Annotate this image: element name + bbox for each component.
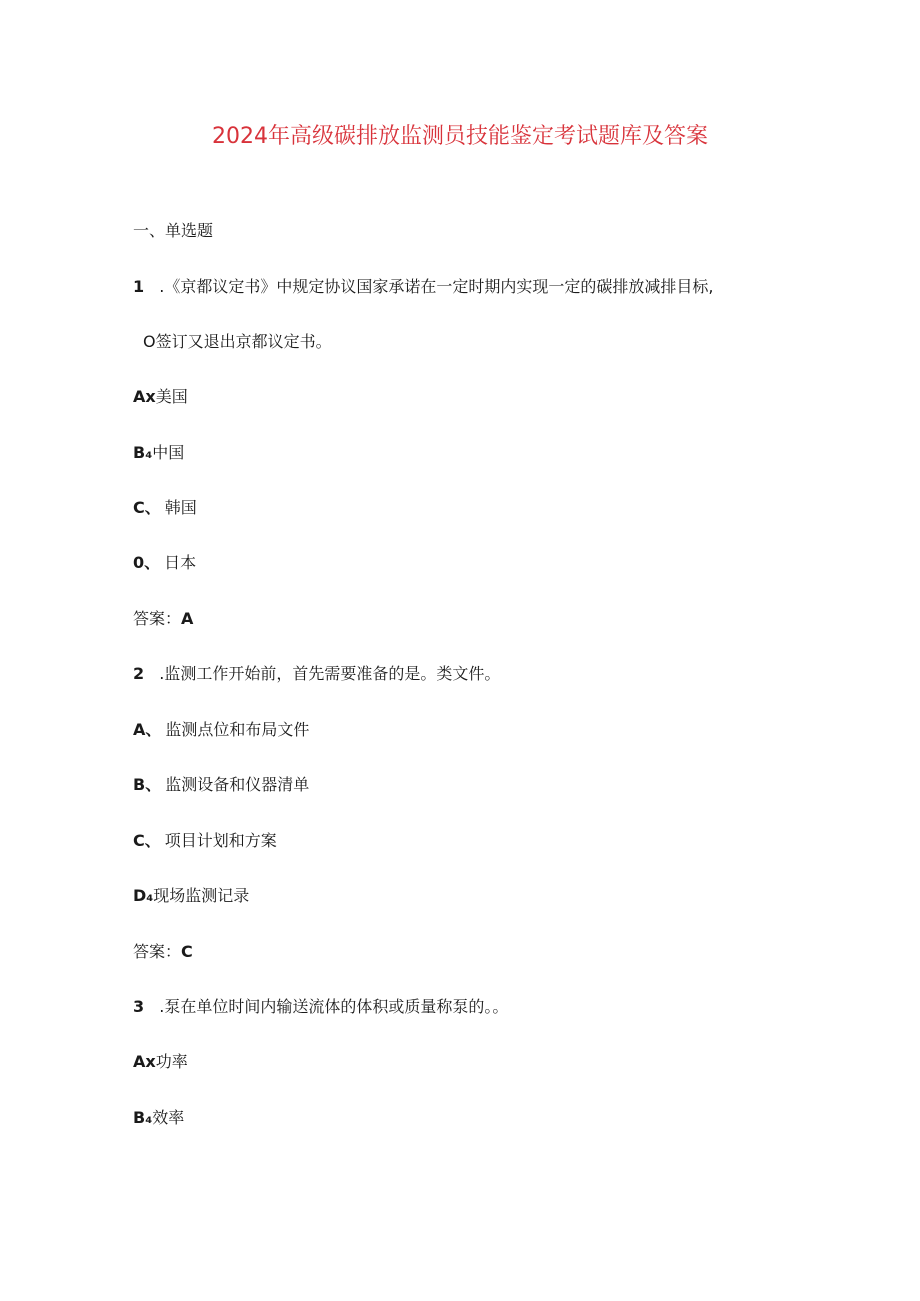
option-text: 项目计划和方案 xyxy=(164,831,277,850)
option-d xyxy=(133,551,196,575)
option-key: D₄ xyxy=(133,886,154,905)
option-text: 美国 xyxy=(155,387,188,406)
question-text: .泵在单位时间内输送流体的体积或质量称泵的。。 xyxy=(159,997,509,1016)
option-text: 效率 xyxy=(152,1108,185,1127)
question-2 xyxy=(133,662,500,686)
option-a xyxy=(133,718,309,742)
option-key: C、 xyxy=(133,831,161,850)
option-a xyxy=(133,385,188,409)
question-number: 3 xyxy=(133,997,145,1016)
answer-2 xyxy=(133,940,193,964)
option-text: 现场监测记录 xyxy=(153,886,250,905)
option-key: 0、 xyxy=(133,553,161,572)
option-text: 韩国 xyxy=(164,498,197,517)
question-3 xyxy=(133,995,508,1019)
answer-value: A xyxy=(181,609,194,628)
answer-1 xyxy=(133,607,193,631)
section-heading: 一、单选题 xyxy=(133,221,214,240)
option-text: 功率 xyxy=(155,1052,188,1071)
question-1 xyxy=(133,275,713,299)
option-d xyxy=(133,884,249,908)
question-text: .《京都议定书》中规定协议国家承诺在一定时期内实现一定的碳排放减排目标, xyxy=(159,277,714,296)
document-title: 2024年高级碳排放监测员技能鉴定考试题库及答案 xyxy=(212,124,708,149)
question-number: 2 xyxy=(133,664,145,683)
option-text: 监测设备和仪器清单 xyxy=(165,775,310,794)
option-key: A、 xyxy=(133,720,162,739)
option-c xyxy=(133,496,197,520)
option-c xyxy=(133,829,277,853)
option-b xyxy=(133,773,309,797)
question-1-continuation: O签订又退出京都议定书。 xyxy=(143,332,332,351)
option-key: B₄ xyxy=(133,443,153,462)
option-key: Ax xyxy=(133,387,156,406)
question-text: .监测工作开始前，首先需要准备的是。类文件。 xyxy=(159,664,501,683)
option-b xyxy=(133,441,184,465)
answer-value: C xyxy=(181,942,193,961)
option-key: B₄ xyxy=(133,1108,153,1127)
option-key: B、 xyxy=(133,775,162,794)
option-text: 日本 xyxy=(164,553,197,572)
option-key: C、 xyxy=(133,498,161,517)
option-key: Ax xyxy=(133,1052,156,1071)
option-text: 监测点位和布局文件 xyxy=(165,720,310,739)
question-number: 1 xyxy=(133,277,145,296)
answer-label: 答案： xyxy=(133,942,182,961)
option-text: 中国 xyxy=(152,443,185,462)
answer-label: 答案： xyxy=(133,609,182,628)
option-b xyxy=(133,1106,184,1130)
option-a xyxy=(133,1050,188,1074)
